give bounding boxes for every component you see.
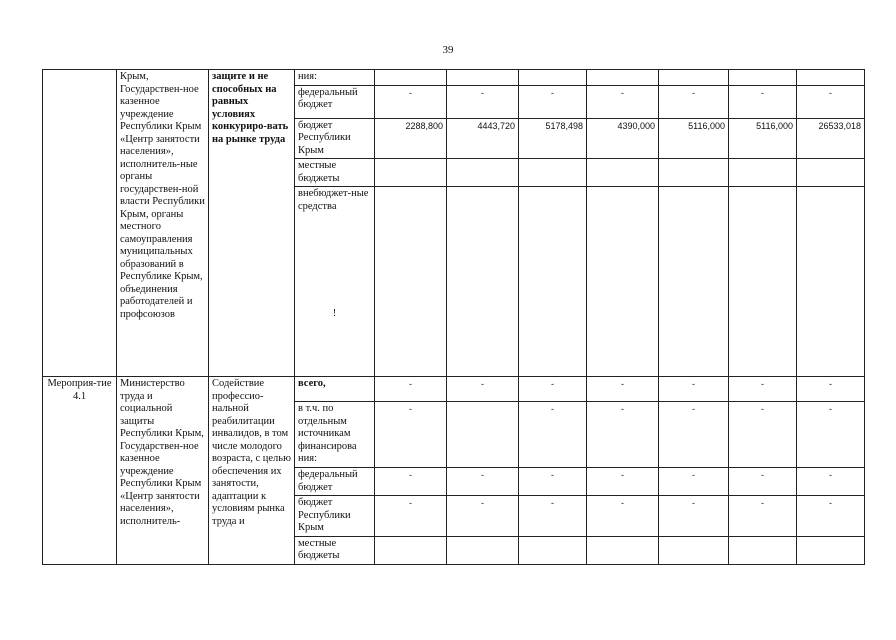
value-cell [375,536,447,564]
value-cell: - [519,402,587,468]
value-cell: - [375,496,447,537]
value-cell: - [447,85,519,118]
value-cell: 2288,800 [375,118,447,159]
value-cell [375,159,447,187]
measure-cell: Мероприя-тие 4.1 [43,377,117,565]
source-cell: ния: [295,70,375,86]
executor-cell: Крым, Государствен-ное казенное учреждение Республики Крым «Центр занятости населения», исполнитель-ные органы государствен-ной власти Республики Крым, органы местного самоуправления муниципальных образований в Республике Крым, объединения работодателей и профсоюзов [117,70,209,377]
value-cell [587,187,659,377]
value-cell [587,70,659,86]
value-cell [447,536,519,564]
value-cell [447,70,519,86]
value-cell [729,70,797,86]
value-cell: - [797,377,865,402]
source-cell: бюджет Республики Крым [295,118,375,159]
executor-cell: Министерство труда и социальной защиты Республики Крым, Государствен-ное казенное учреждение Республики Крым «Центр занятости населения», исполнитель- [117,377,209,565]
description-cell: защите и не способных на равных условиях конкуриро-вать на рынке труда [209,70,295,377]
value-cell: - [797,402,865,468]
value-cell [659,187,729,377]
value-cell: - [447,377,519,402]
margin-mark: ! [332,308,337,319]
value-cell: - [375,85,447,118]
value-cell: - [659,402,729,468]
source-label: внебюджет-ные средства [298,188,369,212]
value-cell: - [587,402,659,468]
value-cell: - [447,468,519,496]
value-cell [519,187,587,377]
value-cell: - [729,85,797,118]
value-cell [447,159,519,187]
value-cell: 4443,720 [447,118,519,159]
source-cell: федеральный бюджет [295,85,375,118]
value-cell: - [447,496,519,537]
value-cell [659,536,729,564]
value-cell: - [729,468,797,496]
value-cell: - [587,85,659,118]
value-cell: - [375,402,447,468]
value-cell: - [587,496,659,537]
value-cell: - [797,496,865,537]
source-cell: бюджет Республики Крым [295,496,375,537]
value-cell: - [729,402,797,468]
value-cell: - [659,496,729,537]
value-cell: - [519,377,587,402]
budget-table [42,69,865,565]
value-cell [375,187,447,377]
value-cell [659,159,729,187]
value-cell: - [659,85,729,118]
value-cell: - [659,468,729,496]
value-cell [797,536,865,564]
value-cell [375,70,447,86]
table-row [43,377,865,402]
value-cell [797,159,865,187]
value-cell [797,187,865,377]
value-cell [519,536,587,564]
value-cell: - [729,496,797,537]
value-cell [587,536,659,564]
value-cell [519,159,587,187]
value-cell: - [659,377,729,402]
value-cell: - [729,377,797,402]
table-row [43,70,865,86]
value-cell: - [519,468,587,496]
description-cell: Содействие профессио-нальной реабилитации инвалидов, в том числе молодого возраста, с целью обеспечения их занятости, адаптации к условиям рынка труда и [209,377,295,565]
value-cell: 5116,000 [659,118,729,159]
value-cell: 5178,498 [519,118,587,159]
value-cell: - [375,468,447,496]
source-cell: местные бюджеты [295,159,375,187]
value-cell: - [797,85,865,118]
measure-cell [43,70,117,377]
value-cell [519,70,587,86]
value-cell [587,159,659,187]
source-cell: в т.ч. по отдельным источникам финансирова ния: [295,402,375,468]
source-cell: федеральный бюджет [295,468,375,496]
value-cell [797,70,865,86]
value-cell [729,159,797,187]
value-cell: 5116,000 [729,118,797,159]
value-cell: - [375,377,447,402]
value-cell [729,187,797,377]
source-cell: всего, [295,377,375,402]
value-cell: - [587,377,659,402]
value-cell: - [587,468,659,496]
source-cell: местные бюджеты [295,536,375,564]
value-cell [447,187,519,377]
value-cell [729,536,797,564]
page-number: 39 [442,44,454,56]
value-cell: - [797,468,865,496]
value-cell [659,70,729,86]
value-cell: - [519,496,587,537]
value-cell: - [519,85,587,118]
value-cell: 4390,000 [587,118,659,159]
value-cell: 26533,018 [797,118,865,159]
value-cell [447,402,519,468]
source-cell [295,187,375,377]
